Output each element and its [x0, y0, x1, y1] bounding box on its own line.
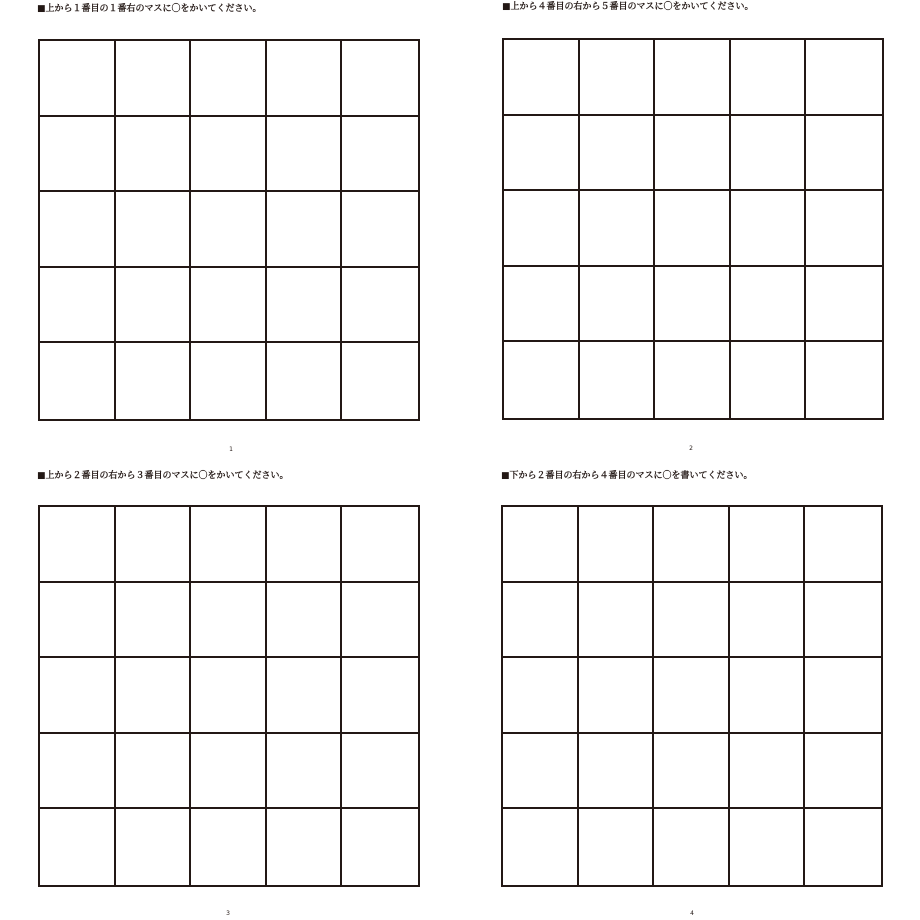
grid-cell[interactable]: [342, 809, 418, 885]
grid-cell[interactable]: [504, 40, 580, 116]
grid-cell[interactable]: [654, 583, 730, 659]
worksheet-instruction: ■上から２番目の右から３番目のマスに〇をかいてください。: [37, 471, 289, 481]
grid-cell[interactable]: [654, 734, 730, 810]
grid-cell[interactable]: [654, 658, 730, 734]
grid-cell[interactable]: [805, 734, 881, 810]
grid-cell[interactable]: [40, 507, 116, 583]
grid-cell[interactable]: [655, 40, 731, 116]
grid-cell[interactable]: [342, 117, 418, 193]
grid-cell[interactable]: [504, 267, 580, 343]
grid-cell[interactable]: [731, 267, 807, 343]
grid-cell[interactable]: [806, 191, 882, 267]
grid-cell[interactable]: [267, 343, 343, 419]
answer-grid: [38, 505, 420, 887]
grid-cell[interactable]: [191, 41, 267, 117]
grid-cell[interactable]: [191, 117, 267, 193]
grid-cell[interactable]: [191, 268, 267, 344]
grid-cell[interactable]: [579, 507, 655, 583]
grid-cell[interactable]: [191, 583, 267, 659]
grid-cell[interactable]: [191, 734, 267, 810]
grid-cell[interactable]: [503, 583, 579, 659]
worksheet-instruction: ■上から１番目の１番右のマスに〇をかいてください。: [37, 4, 262, 14]
grid-cell[interactable]: [730, 507, 806, 583]
grid-cell[interactable]: [730, 583, 806, 659]
grid-cell[interactable]: [267, 809, 343, 885]
grid-cell[interactable]: [116, 117, 192, 193]
grid-cell[interactable]: [655, 116, 731, 192]
page-number: 4: [690, 910, 694, 917]
grid-cell[interactable]: [580, 116, 656, 192]
grid-cell[interactable]: [40, 734, 116, 810]
grid-cell[interactable]: [40, 192, 116, 268]
grid-cell[interactable]: [191, 343, 267, 419]
grid-cell[interactable]: [731, 116, 807, 192]
grid-cell[interactable]: [40, 658, 116, 734]
page-number: 3: [226, 910, 230, 917]
grid-cell[interactable]: [731, 191, 807, 267]
grid-cell[interactable]: [805, 507, 881, 583]
grid-cell[interactable]: [654, 809, 730, 885]
grid-cell[interactable]: [503, 658, 579, 734]
grid-cell[interactable]: [267, 268, 343, 344]
worksheet-instruction: ■下から２番目の右から４番目のマスに〇を書いてください。: [501, 471, 753, 481]
grid-cell[interactable]: [342, 507, 418, 583]
grid-cell[interactable]: [504, 116, 580, 192]
grid-cell[interactable]: [342, 41, 418, 117]
grid-cell[interactable]: [116, 658, 192, 734]
answer-grid: [38, 39, 420, 421]
grid-cell[interactable]: [805, 658, 881, 734]
answer-grid: [502, 38, 884, 420]
grid-cell[interactable]: [40, 583, 116, 659]
page-number: 2: [689, 445, 693, 452]
grid-cell[interactable]: [40, 41, 116, 117]
grid-cell[interactable]: [116, 507, 192, 583]
grid-cell[interactable]: [191, 507, 267, 583]
answer-grid: [501, 505, 883, 887]
grid-cell[interactable]: [579, 658, 655, 734]
grid-cell[interactable]: [116, 268, 192, 344]
grid-cell[interactable]: [40, 268, 116, 344]
grid-cell[interactable]: [342, 343, 418, 419]
grid-cell[interactable]: [40, 117, 116, 193]
grid-cell[interactable]: [503, 507, 579, 583]
grid-cell[interactable]: [580, 267, 656, 343]
grid-cell[interactable]: [655, 267, 731, 343]
grid-cell[interactable]: [504, 342, 580, 418]
grid-cell[interactable]: [503, 734, 579, 810]
grid-cell[interactable]: [655, 191, 731, 267]
grid-cell[interactable]: [503, 809, 579, 885]
grid-cell[interactable]: [806, 40, 882, 116]
grid-cell[interactable]: [655, 342, 731, 418]
grid-cell[interactable]: [267, 117, 343, 193]
grid-cell[interactable]: [731, 342, 807, 418]
grid-cell[interactable]: [504, 191, 580, 267]
worksheet-instruction: ■上から４番目の右から５番目のマスに〇をかいてください。: [502, 2, 754, 12]
grid-cell[interactable]: [40, 809, 116, 885]
grid-cell[interactable]: [806, 342, 882, 418]
grid-cell[interactable]: [730, 734, 806, 810]
grid-cell[interactable]: [806, 267, 882, 343]
grid-cell[interactable]: [579, 734, 655, 810]
grid-cell[interactable]: [267, 507, 343, 583]
grid-cell[interactable]: [731, 40, 807, 116]
grid-cell[interactable]: [654, 507, 730, 583]
grid-cell[interactable]: [267, 192, 343, 268]
grid-cell[interactable]: [579, 583, 655, 659]
grid-cell[interactable]: [805, 583, 881, 659]
grid-cell[interactable]: [342, 658, 418, 734]
grid-cell[interactable]: [806, 116, 882, 192]
grid-cell[interactable]: [342, 734, 418, 810]
grid-cell[interactable]: [579, 809, 655, 885]
grid-cell[interactable]: [342, 192, 418, 268]
grid-cell[interactable]: [40, 343, 116, 419]
grid-cell[interactable]: [730, 809, 806, 885]
page-number: 1: [229, 446, 233, 453]
grid-cell[interactable]: [267, 658, 343, 734]
grid-cell[interactable]: [267, 41, 343, 117]
grid-cell[interactable]: [116, 809, 192, 885]
grid-cell[interactable]: [116, 41, 192, 117]
grid-cell[interactable]: [580, 342, 656, 418]
grid-cell[interactable]: [191, 658, 267, 734]
grid-cell[interactable]: [116, 192, 192, 268]
grid-cell[interactable]: [191, 192, 267, 268]
grid-cell[interactable]: [116, 583, 192, 659]
grid-cell[interactable]: [267, 734, 343, 810]
grid-cell[interactable]: [730, 658, 806, 734]
grid-cell[interactable]: [342, 583, 418, 659]
grid-cell[interactable]: [342, 268, 418, 344]
grid-cell[interactable]: [116, 343, 192, 419]
grid-cell[interactable]: [805, 809, 881, 885]
grid-cell[interactable]: [116, 734, 192, 810]
grid-cell[interactable]: [580, 40, 656, 116]
grid-cell[interactable]: [191, 809, 267, 885]
grid-cell[interactable]: [267, 583, 343, 659]
grid-cell[interactable]: [580, 191, 656, 267]
